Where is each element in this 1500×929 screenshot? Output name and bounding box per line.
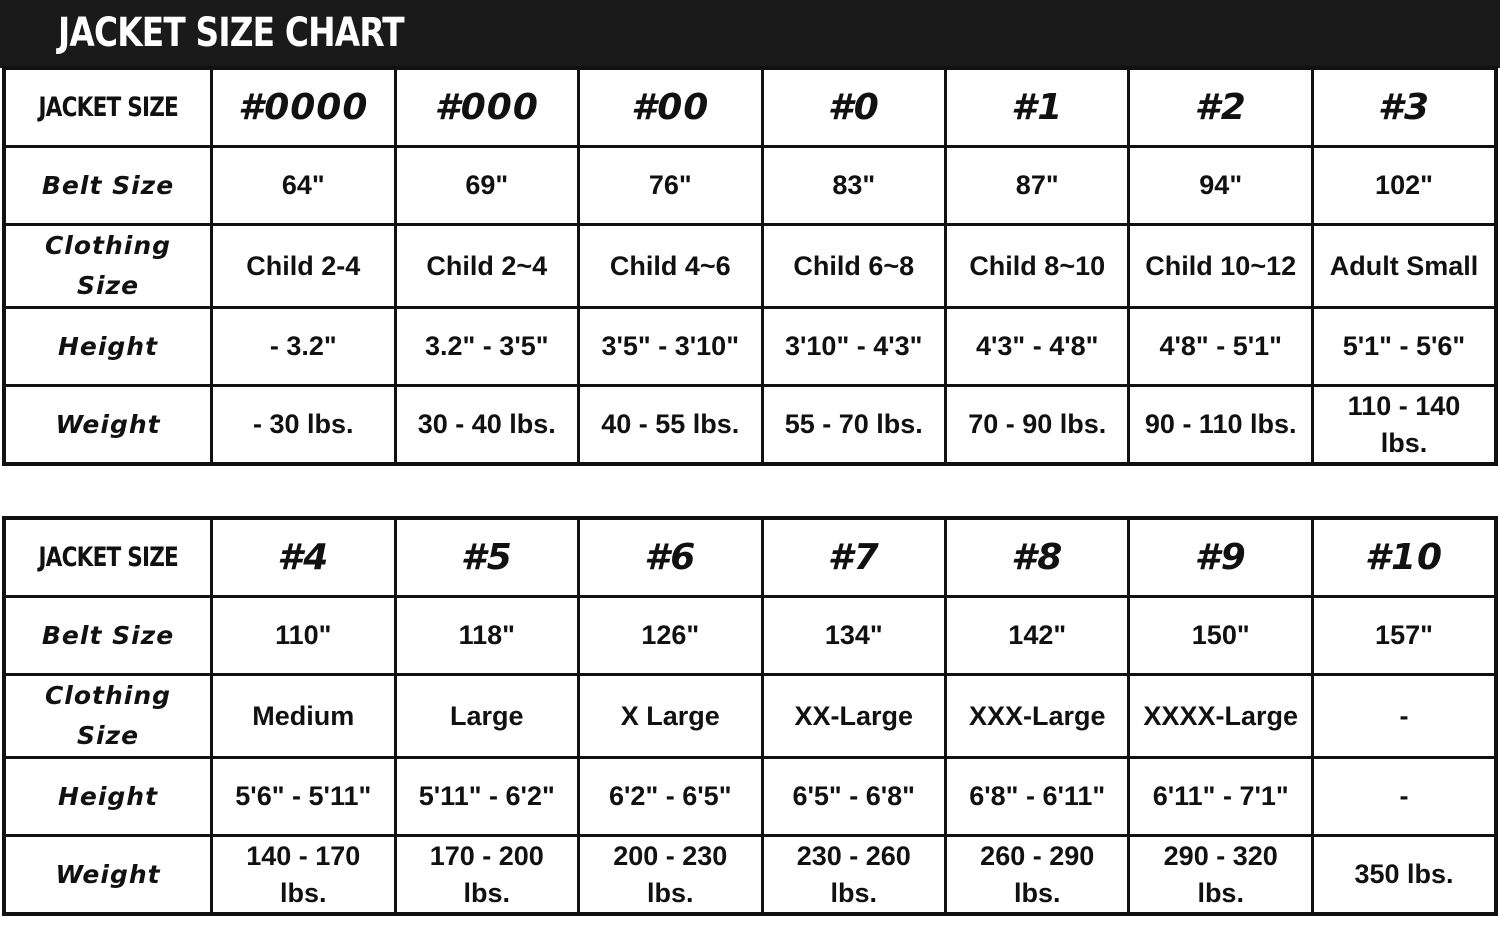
table-cell: XXXX-Large	[1129, 675, 1312, 758]
header-row	[4, 68, 1496, 147]
table-cell: 350 lbs.	[1312, 836, 1496, 915]
table-cell: 55 - 70 lbs.	[762, 386, 945, 465]
table-cell: 5'11" - 6'2"	[395, 758, 578, 836]
table-cell: 6'5" - 6'8"	[762, 758, 945, 836]
table-cell: 142"	[945, 597, 1128, 675]
table-cell: Large	[395, 675, 578, 758]
size-header: #7	[762, 518, 945, 597]
table-cell: 70 - 90 lbs.	[945, 386, 1128, 465]
row-label: Belt Size	[4, 597, 212, 675]
size-header: #2	[1129, 68, 1312, 147]
table-cell: Child 8~10	[945, 225, 1128, 308]
table-cell: 6'8" - 6'11"	[945, 758, 1128, 836]
row-label: Belt Size	[4, 147, 212, 225]
table-cell: Child 10~12	[1129, 225, 1312, 308]
table-cell: Child 2~4	[395, 225, 578, 308]
size-header: #10	[1312, 518, 1496, 597]
size-header: #9	[1129, 518, 1312, 597]
table-cell: 4'8" - 5'1"	[1129, 308, 1312, 386]
jacket-size-label: JACKET SIZE	[4, 518, 212, 597]
belt-size-row	[4, 597, 1496, 675]
table-cell: Adult Small	[1312, 225, 1496, 308]
table-cell: 4'3" - 4'8"	[945, 308, 1128, 386]
row-label: Clothing Size	[4, 225, 212, 308]
size-header: #6	[579, 518, 762, 597]
size-header: #4	[212, 518, 395, 597]
row-label: Weight	[4, 836, 212, 915]
row-label: Clothing Size	[4, 675, 212, 758]
size-header: #0000	[212, 68, 395, 147]
table-cell: 3.2" - 3'5"	[395, 308, 578, 386]
table-cell: 69"	[395, 147, 578, 225]
table-cell: 90 - 110 lbs.	[1129, 386, 1312, 465]
size-table-2	[2, 516, 1498, 916]
row-label: Height	[4, 758, 212, 836]
table-cell: 94"	[1129, 147, 1312, 225]
table-cell: 5'1" - 5'6"	[1312, 308, 1496, 386]
table-cell: 200 - 230 lbs.	[579, 836, 762, 915]
table-cell: 6'2" - 6'5"	[579, 758, 762, 836]
table-cell: 260 - 290 lbs.	[945, 836, 1128, 915]
table-cell: Child 4~6	[579, 225, 762, 308]
table-cell: XXX-Large	[945, 675, 1128, 758]
table-cell: X Large	[579, 675, 762, 758]
table-cell: -	[1312, 758, 1496, 836]
table-cell: 30 - 40 lbs.	[395, 386, 578, 465]
size-header: #00	[579, 68, 762, 147]
table-cell: 64"	[212, 147, 395, 225]
jacket-size-label: JACKET SIZE	[4, 68, 212, 147]
table-cell: 3'10" - 4'3"	[762, 308, 945, 386]
table-cell: 110 - 140 lbs.	[1312, 386, 1496, 465]
size-table-1	[2, 66, 1498, 466]
table-cell: 40 - 55 lbs.	[579, 386, 762, 465]
header-row	[4, 518, 1496, 597]
size-header: #5	[395, 518, 578, 597]
table-cell: 102"	[1312, 147, 1496, 225]
size-header: #0	[762, 68, 945, 147]
table-cell: Medium	[212, 675, 395, 758]
size-header: #3	[1312, 68, 1496, 147]
table-cell: 126"	[579, 597, 762, 675]
size-header: #000	[395, 68, 578, 147]
height-row	[4, 758, 1496, 836]
chart-title: JACKET SIZE CHART	[58, 10, 404, 56]
table-cell: 118"	[395, 597, 578, 675]
size-header: #8	[945, 518, 1128, 597]
table-cell: - 30 lbs.	[212, 386, 395, 465]
weight-row	[4, 386, 1496, 465]
table-cell: Child 6~8	[762, 225, 945, 308]
clothing-size-row	[4, 675, 1496, 758]
table-cell: XX-Large	[762, 675, 945, 758]
table-cell: 230 - 260 lbs.	[762, 836, 945, 915]
table-cell: - 3.2"	[212, 308, 395, 386]
height-row	[4, 308, 1496, 386]
row-label: Height	[4, 308, 212, 386]
weight-row	[4, 836, 1496, 915]
table-cell: 87"	[945, 147, 1128, 225]
table-cell: 3'5" - 3'10"	[579, 308, 762, 386]
table-cell: 290 - 320 lbs.	[1129, 836, 1312, 915]
table-cell: 157"	[1312, 597, 1496, 675]
table-cell: 5'6" - 5'11"	[212, 758, 395, 836]
title-bar	[0, 0, 1500, 68]
table-cell: 76"	[579, 147, 762, 225]
table-cell: 170 - 200 lbs.	[395, 836, 578, 915]
size-header: #1	[945, 68, 1128, 147]
table-cell: 150"	[1129, 597, 1312, 675]
belt-size-row	[4, 147, 1496, 225]
row-label: Weight	[4, 386, 212, 465]
table-cell: 134"	[762, 597, 945, 675]
table-cell: 110"	[212, 597, 395, 675]
table-cell: 140 - 170 lbs.	[212, 836, 395, 915]
table-cell: -	[1312, 675, 1496, 758]
table-cell: Child 2-4	[212, 225, 395, 308]
table-cell: 6'11" - 7'1"	[1129, 758, 1312, 836]
table-cell: 83"	[762, 147, 945, 225]
clothing-size-row	[4, 225, 1496, 308]
